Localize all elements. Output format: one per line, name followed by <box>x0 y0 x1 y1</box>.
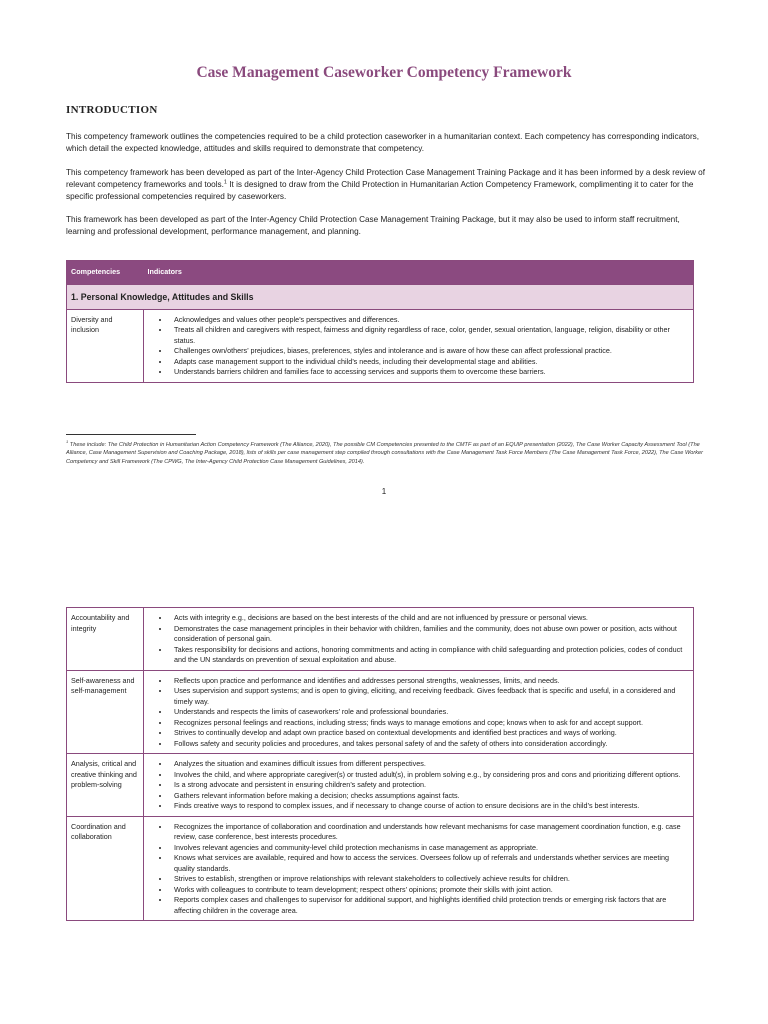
competency-table-page1 <box>66 260 694 383</box>
indicator-cell <box>144 309 694 382</box>
indicator-item: • Understands barriers children and families face to accessing services and supports them to overcome these barriers. <box>170 367 689 378</box>
indicator-item: • Involves the child, and where appropriate caregiver(s) or trusted adult(s), in problem solving e.g., by considering pros and cons and prioritizing different options. <box>170 770 689 781</box>
table-row <box>67 608 694 671</box>
table-row <box>67 816 694 921</box>
competency-name: Accountability and integrity <box>67 608 144 671</box>
footnote-rule <box>66 434 196 435</box>
indicator-item: • Uses supervision and support systems; and is open to giving, eliciting, and receiving feedback. Gives feedback that is specific and useful, in a considered and timely way. <box>170 686 689 707</box>
rows-page1 <box>67 309 694 382</box>
indicator-cell <box>144 608 694 671</box>
competency-name: Coordination and collaboration <box>67 816 144 921</box>
indicator-item: • Strives to continually develop and adapt own practice based on contextual developments and identified best practices and ways of working. <box>170 728 689 739</box>
footnote-ref[interactable]: 1 <box>223 179 227 186</box>
indicator-item: • Adapts case management support to the individual child’s needs, including their developmental stage and abilities. <box>170 357 689 368</box>
indicator-item: • Challenges own/others’ prejudices, biases, preferences, styles and intolerance and is aware of how these can affect professional practice. <box>170 346 689 357</box>
table-row <box>67 670 694 754</box>
indicator-item: • Finds creative ways to respond to complex issues, and if necessary to change course of action to ensure decisions are in the child’s best interests. <box>170 801 689 812</box>
indicator-item: • Acts with integrity e.g., decisions are based on the best interests of the child and are not influenced by pressure or personal views. <box>170 613 689 624</box>
indicator-item: • Involves relevant agencies and community-level child protection mechanisms in case management as appropriate. <box>170 843 689 854</box>
indicator-list <box>148 676 689 750</box>
indicator-item: • Works with colleagues to contribute to team development; respect others’ opinions; promote their skills with joint action. <box>170 885 689 896</box>
competency-name: Diversity and inclusion <box>67 309 144 382</box>
indicator-item: • Reflects upon practice and performance and identifies and addresses personal strengths, weaknesses, limits, and needs. <box>170 676 689 687</box>
indicator-item: • Takes responsibility for decisions and actions, honoring commitments and acting in compliance with child safeguarding and protection policies, codes of conduct and the UN standards on prevention of sexual exploitation and abuse. <box>170 645 689 666</box>
indicator-item: • Is a strong advocate and persistent in ensuring children’s safety and protection. <box>170 780 689 791</box>
indicator-item: • Reports complex cases and challenges to supervisor for additional support, and highlights identified child protection trends or emerging risk factors that are affecting children in the coverage area. <box>170 895 689 916</box>
document-title: Case Management Caseworker Competency Framework <box>196 64 572 81</box>
indicator-item: • Recognizes the importance of collaboration and coordination and understands how relevant mechanisms for case management coordination function, e.g. case review, case conference, best interests procedures. <box>170 822 689 843</box>
header-indicators: Indicators <box>144 261 694 285</box>
indicator-list <box>148 613 689 666</box>
footnote: $^1$ These include: The Child Protection in Humanitarian Action Competency Framework (The Alliance, 2020), The possible CM Competencies presented to the CMTF as part of an EQUIP presentation (2022), The Case Worker Capacity Assessment Tool (The Alliance, Case Management Supervision and Coaching Package, 2018), lists of skills per case management step compiled through consultations with the Case Management Task Force Members (The Case Management Task Force, 2022), The Case Worker Competency and Skill Framework (The CPWG, The Inter-Agency Child Protection Case Management Guidelines, 2014). <box>66 439 703 466</box>
competency-name: Self-awareness and self-management <box>67 670 144 754</box>
indicator-cell <box>144 816 694 921</box>
indicator-list <box>148 759 689 812</box>
table-row <box>67 309 694 382</box>
indicator-item: • Analyzes the situation and examines difficult issues from different perspectives. <box>170 759 689 770</box>
indicator-item: • Follows safety and security policies and procedures, and takes personal safety of and the safety of others into consideration accordingly. <box>170 739 689 750</box>
indicator-list <box>148 822 689 917</box>
section-row <box>67 285 694 310</box>
indicator-item: • Understands and respects the limits of caseworkers’ role and professional boundaries. <box>170 707 689 718</box>
competency-name: Analysis, critical and creative thinking and problem-solving <box>67 754 144 817</box>
indicator-item: • Knows what services are available, required and how to access the services. Oversees follow up of referrals and understands whether services are meeting quality standards. <box>170 853 689 874</box>
indicator-list <box>148 315 689 378</box>
introduction-heading: INTRODUCTION <box>66 104 158 116</box>
rows-page2 <box>67 608 694 921</box>
indicator-cell <box>144 670 694 754</box>
table-header-row <box>67 261 694 285</box>
indicator-item: • Treats all children and caregivers with respect, fairness and dignity regardless of race, color, gender, sexual orientation, language, religion, disability or other status. <box>170 325 689 346</box>
indicator-item: • Strives to establish, strengthen or improve relationships with relevant stakeholders to collectively achieve results for children. <box>170 874 689 885</box>
page-number: 1 <box>381 487 387 496</box>
intro-paragraph-2: This competency framework has been developed as part of the Inter-Agency Child Protection Case Management Training Package and it has been informed by a desk review of relevant competency frameworks and tools.$^1$ It is designed to draw from the Child Protection in Humanitarian Action Competency Framework, complimenting it to cater for the specific professional competencies required by caseworkers. <box>66 168 705 201</box>
intro-paragraph-1: This competency framework outlines the competencies required to be a child protection caseworker in a humanitarian context. Each competency has corresponding indicators, which detail the expected knowledge, attitudes and skills required to demonstrate that competency. <box>66 132 700 153</box>
indicator-item: • Demonstrates the case management principles in their behavior with children, families and the community, does not abuse own power or position, acts without consideration of personal gain. <box>170 624 689 645</box>
indicator-cell <box>144 754 694 817</box>
indicator-item: • Recognizes personal feelings and reactions, including stress; finds ways to manage emotions and cope; knows when to ask for and accept support. <box>170 718 689 729</box>
table-row <box>67 754 694 817</box>
intro-paragraph-3: This framework has been developed as part of the Inter-Agency Child Protection Case Management Training Package, but it may also be used to inform staff recruitment, learning and professional development, performance management, and planning. <box>66 215 680 236</box>
section-title: 1. Personal Knowledge, Attitudes and Skills <box>67 285 694 310</box>
header-competencies: Competencies <box>67 261 144 285</box>
indicator-item: • Acknowledges and values other people’s perspectives and differences. <box>170 315 689 326</box>
competency-table-page2 <box>66 607 694 921</box>
indicator-item: • Gathers relevant information before making a decision; checks assumptions against facts. <box>170 791 689 802</box>
